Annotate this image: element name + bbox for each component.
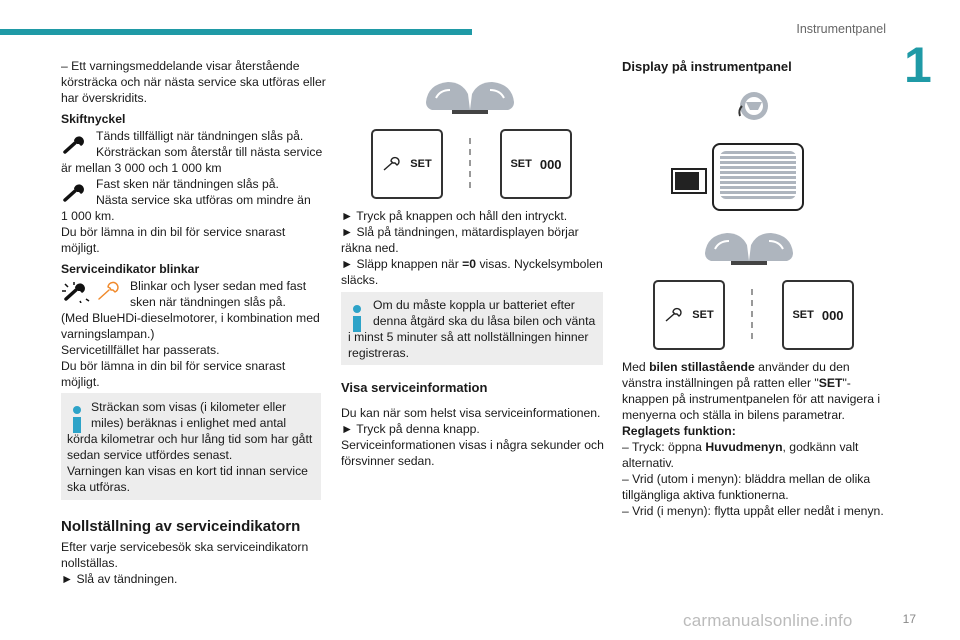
info-box xyxy=(61,393,321,500)
wrench-outline-icon xyxy=(382,156,402,172)
info-text xyxy=(67,431,312,495)
header-accent-bar xyxy=(0,29,472,35)
text-line: har överskridits. xyxy=(61,91,148,105)
panel-label: SET xyxy=(792,309,814,321)
text-line xyxy=(622,375,892,391)
flashing-wrench-icon xyxy=(60,281,90,303)
text-line: sken när tändningen slås på. xyxy=(130,295,286,309)
panel-back xyxy=(675,172,699,190)
text-line: Blinkar och lyser sedan med fast xyxy=(130,279,307,293)
page-number: 17 xyxy=(902,612,916,626)
display-description xyxy=(622,359,892,519)
text-line xyxy=(622,439,892,455)
visa-heading: Visa serviceinformation xyxy=(341,380,488,395)
text-line: möjligt. xyxy=(61,241,100,255)
text-line: försvinner sedan. xyxy=(341,454,435,468)
text-line: Efter varje servicebesök ska serviceindikatorn xyxy=(61,540,309,554)
reset-heading: Nollställning av serviceindikatorn xyxy=(61,518,301,535)
text-line: knappen på instrumentpanelen för att navigera i xyxy=(622,392,881,406)
text-line: – Vrid (i menyn): flytta uppåt eller nedåt i menyn. xyxy=(622,504,884,518)
panel-label: SET xyxy=(410,158,432,170)
chapter-number: 1 xyxy=(904,37,932,93)
text-line: – Vrid (utom i menyn): bläddra mellan de olika xyxy=(622,472,871,486)
text-line: körsträcka och när nästa service ska utföras eller xyxy=(61,75,326,89)
panel-label: SET xyxy=(510,158,532,170)
divider xyxy=(469,138,471,188)
text-run: ► Släpp knappen när xyxy=(341,257,463,271)
text-line: alternativ. xyxy=(622,456,674,470)
text-run: använder du den xyxy=(754,360,850,374)
text-run: , godkänn valt xyxy=(782,440,859,454)
skiftnyckel-text-2-cont xyxy=(61,208,285,256)
text-run: – Tryck: öppna xyxy=(622,440,706,454)
steering-wheel-illustration xyxy=(734,90,774,124)
info-icon xyxy=(73,406,81,433)
text-line: Du bör lämna in din bil för service snarast xyxy=(61,225,286,239)
intro-paragraph xyxy=(61,58,326,106)
text-line: ► Slå på tändningen, mätardisplayen börjar xyxy=(341,225,579,239)
text-line: körda kilometrar och hur lång tid som har gått xyxy=(67,432,313,446)
instrument-cluster-illustration xyxy=(422,76,518,116)
text-line xyxy=(341,256,603,272)
text-line: nollställas. xyxy=(61,556,118,570)
watermark: carmanualsonline.info xyxy=(683,611,853,630)
steps-text xyxy=(341,208,603,288)
skiftnyckel-heading: Skiftnyckel xyxy=(61,112,126,126)
skiftnyckel-text-1-cont: är mellan 3 000 och 1 000 km xyxy=(61,161,222,175)
text-line: möjligt. xyxy=(61,375,100,389)
skiftnyckel-text-2 xyxy=(96,176,311,208)
display-heading: Display på instrumentpanel xyxy=(622,59,792,74)
blinkar-heading: Serviceindikator blinkar xyxy=(61,262,200,276)
bold-term: Huvudmenyn xyxy=(705,440,783,454)
text-run: visas. Nyckelsymbolen xyxy=(476,257,603,271)
text-line: Tänds tillfälligt när tändningen slås på. xyxy=(96,129,304,143)
text-run: "- xyxy=(842,376,851,390)
text-line: släcks. xyxy=(341,273,379,287)
instrument-cluster-illustration xyxy=(701,227,797,267)
text-line: Varningen kan visas en kort tid innan service xyxy=(67,464,308,478)
bold-value: =0 xyxy=(462,257,477,271)
info-text-indented xyxy=(373,297,595,329)
text-line: Serviceinformationen visas i några sekunder och xyxy=(341,438,604,452)
text-line: räkna ned. xyxy=(341,241,399,255)
divider xyxy=(751,289,753,339)
control-wheel-illustration xyxy=(712,143,804,211)
text-line: miles) beräknas i enlighet med antal xyxy=(91,416,287,430)
panel-counter: 000 xyxy=(821,307,844,323)
text-run: vänstra inställningen på ratten eller " xyxy=(622,376,819,390)
text-line: Sträckan som visas (i kilometer eller xyxy=(91,400,287,414)
visa-text xyxy=(341,405,604,469)
text-line: denna åtgärd ska du låsa bilen och vänta xyxy=(373,314,596,328)
text-line: 1 000 km. xyxy=(61,209,115,223)
wrench-icon xyxy=(62,183,88,203)
blinkar-text xyxy=(130,278,306,310)
wrench-icon xyxy=(62,135,88,155)
info-box xyxy=(341,292,603,365)
text-line: ska utföras. xyxy=(67,480,130,494)
text-line: (Med BlueHDi-dieselmotorer, i kombination med xyxy=(61,311,320,325)
bold-term: SET xyxy=(818,376,843,390)
panel-label: SET xyxy=(692,309,714,321)
section-title: Instrumentpanel xyxy=(796,22,886,36)
text-line: ► Tryck på denna knapp. xyxy=(341,422,480,436)
text-line: Du bör lämna in din bil för service snarast xyxy=(61,359,286,373)
info-text-indented xyxy=(91,399,286,431)
text-line: – Ett varningsmeddelande visar återstående xyxy=(61,59,300,73)
text-line: menyerna och ställa in bilens parametrar. xyxy=(622,408,845,422)
text-line: Om du måste koppla ur batteriet efter xyxy=(373,298,575,312)
display-panel-set xyxy=(653,280,725,350)
info-text xyxy=(348,329,589,361)
display-panel-set-000 xyxy=(782,280,854,350)
text-line: Servicetillfället har passerats. xyxy=(61,343,220,357)
text-run: Med xyxy=(622,360,650,374)
text-line: sedan service utfördes senast. xyxy=(67,448,233,462)
text-line xyxy=(622,359,892,375)
text-line: Fast sken när tändningen slås på. xyxy=(96,177,279,191)
wrench-outline-icon xyxy=(95,281,125,303)
display-panel-set xyxy=(371,129,443,199)
text-line: i minst 5 minuter så att nollställningen hinner xyxy=(348,330,589,344)
text-line: Du kan när som helst visa serviceinformationen. xyxy=(341,406,601,420)
text-line: ► Slå av tändningen. xyxy=(61,572,178,586)
text-line: varningslampan.) xyxy=(61,327,155,341)
text-line: Nästa service ska utföras om mindre än xyxy=(96,193,311,207)
function-heading: Reglagets funktion: xyxy=(622,424,736,438)
display-panel-set-000 xyxy=(500,129,572,199)
text-line: tillgängliga aktiva funktionerna. xyxy=(622,488,789,502)
text-line: Körsträckan som återstår till nästa service xyxy=(96,145,323,159)
info-icon xyxy=(353,305,361,332)
text-line: registreras. xyxy=(348,346,409,360)
panel-counter: 000 xyxy=(539,156,562,172)
wheel-grip xyxy=(720,151,796,199)
text-line: ► Tryck på knappen och håll den intryckt. xyxy=(341,209,568,223)
bold-term: bilen stillastående xyxy=(649,360,755,374)
reset-text xyxy=(61,539,308,587)
blinkar-text-cont xyxy=(61,310,320,390)
wrench-outline-icon xyxy=(664,307,684,323)
skiftnyckel-text-1 xyxy=(96,128,322,160)
